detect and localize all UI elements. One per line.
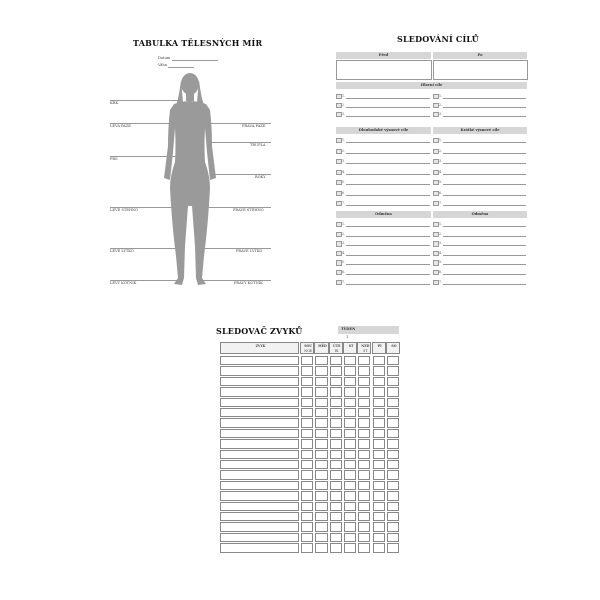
habit-day-cell[interactable] xyxy=(358,439,370,448)
goal-number: 2. xyxy=(439,103,443,107)
habit-day-cell[interactable] xyxy=(373,366,385,375)
habit-day-cell[interactable] xyxy=(387,387,399,396)
habit-day-cell[interactable] xyxy=(344,522,356,531)
habit-day-cell[interactable] xyxy=(387,470,399,479)
reward-number: 7. xyxy=(342,279,346,284)
habit-day-cell[interactable] xyxy=(301,450,313,459)
weight-label: Váha xyxy=(158,63,167,67)
habit-col-label: ZVYK xyxy=(255,344,266,348)
habit-day-cell[interactable] xyxy=(315,377,327,386)
habit-day-cell[interactable] xyxy=(301,533,313,542)
short-term-header: Krátké výsnové cíle xyxy=(433,127,527,134)
habit-day-cell[interactable] xyxy=(373,450,385,459)
habit-day-cell[interactable] xyxy=(373,543,385,552)
reward-line[interactable] xyxy=(346,284,430,285)
habit-day-cell[interactable] xyxy=(344,450,356,459)
habit-day-cell[interactable] xyxy=(301,429,313,438)
habit-day-cell[interactable] xyxy=(387,502,399,511)
habit-name-cell[interactable] xyxy=(220,460,299,469)
goals-title: SLEDOVÁNÍ CÍLŮ xyxy=(397,34,479,44)
habit-day-cell[interactable] xyxy=(315,450,327,459)
habit-day-cell[interactable] xyxy=(344,543,356,552)
habit-name-cell[interactable] xyxy=(220,366,299,375)
habit-day-cell[interactable] xyxy=(373,470,385,479)
habit-day-cell[interactable] xyxy=(387,366,399,375)
label-left-ankle: LEVÝ KOTNÍK xyxy=(110,281,137,285)
habit-day-cell[interactable] xyxy=(330,533,342,542)
goal-line[interactable] xyxy=(346,116,430,117)
habit-day-cell[interactable] xyxy=(387,398,399,407)
habit-day-cell[interactable] xyxy=(387,491,399,500)
habit-name-cell[interactable] xyxy=(220,502,299,511)
habit-day-cell[interactable] xyxy=(358,429,370,438)
habit-day-cell[interactable] xyxy=(301,366,313,375)
habit-day-cell[interactable] xyxy=(344,512,356,521)
habit-day-cell[interactable] xyxy=(373,491,385,500)
habit-day-cell[interactable] xyxy=(358,356,370,365)
label-neck: KRK xyxy=(110,101,119,105)
habit-day-cell[interactable] xyxy=(387,418,399,427)
habit-day-cell[interactable] xyxy=(344,356,356,365)
habit-day-cell[interactable] xyxy=(330,418,342,427)
week-header: TÝDEN xyxy=(338,326,399,334)
goal-number: 3. xyxy=(342,159,346,163)
goal-line[interactable] xyxy=(443,174,526,175)
label-right-thigh: PRAVÉ STEHNO xyxy=(233,208,264,212)
habit-day-cell[interactable] xyxy=(358,398,370,407)
line-left-arm[interactable] xyxy=(110,123,170,124)
habit-day-cell[interactable] xyxy=(373,512,385,521)
habit-day-cell[interactable] xyxy=(315,366,327,375)
habit-name-cell[interactable] xyxy=(220,533,299,542)
habit-day-cell[interactable] xyxy=(330,460,342,469)
reward-line[interactable] xyxy=(443,226,526,227)
habit-name-cell[interactable] xyxy=(220,356,299,365)
date-label: Datum xyxy=(158,56,171,60)
line-chest[interactable] xyxy=(110,156,180,157)
goal-line[interactable] xyxy=(443,184,526,185)
habit-day-cell[interactable] xyxy=(358,543,370,552)
habit-day-cell[interactable] xyxy=(387,481,399,490)
day-header-cell xyxy=(357,342,371,354)
goal-number: 2. xyxy=(439,148,443,153)
goal-line[interactable] xyxy=(443,153,526,154)
reward-line[interactable] xyxy=(443,236,526,237)
goal-number: 7. xyxy=(342,201,346,205)
habit-name-cell[interactable] xyxy=(220,543,299,552)
day-sublabel: RI xyxy=(334,349,339,353)
after-box[interactable] xyxy=(433,60,528,80)
habit-day-cell[interactable] xyxy=(387,533,399,542)
habit-title: SLEDOVAČ ZVYKŮ xyxy=(216,326,303,336)
habit-day-cell[interactable] xyxy=(373,377,385,386)
habit-name-cell[interactable] xyxy=(220,398,299,407)
habit-day-cell[interactable] xyxy=(330,512,342,521)
habit-day-cell[interactable] xyxy=(358,418,370,427)
goal-number: 5. xyxy=(439,180,443,184)
habit-day-cell[interactable] xyxy=(373,356,385,365)
habit-day-cell[interactable] xyxy=(315,460,327,469)
label-hips: BOKY xyxy=(255,175,266,179)
reward-number: 2. xyxy=(342,231,346,236)
habit-day-cell[interactable] xyxy=(315,522,327,531)
habit-day-cell[interactable] xyxy=(315,356,327,365)
habit-name-cell[interactable] xyxy=(220,512,299,521)
reward-number: 4. xyxy=(439,250,443,255)
habit-day-cell[interactable] xyxy=(358,366,370,375)
habit-day-cell[interactable] xyxy=(301,491,313,500)
habit-day-cell[interactable] xyxy=(358,470,370,479)
habit-day-cell[interactable] xyxy=(315,491,327,500)
habit-name-cell[interactable] xyxy=(220,429,299,438)
label-right-ankle: PRAVÝ KOTNÍK xyxy=(234,281,263,285)
habit-day-cell[interactable] xyxy=(387,512,399,521)
goal-number: 3. xyxy=(439,159,443,163)
day-header-cell xyxy=(329,342,343,354)
habit-day-cell[interactable] xyxy=(373,502,385,511)
habit-day-cell[interactable] xyxy=(387,408,399,417)
habit-day-cell[interactable] xyxy=(344,502,356,511)
day-header-cell xyxy=(386,342,400,354)
habit-day-cell[interactable] xyxy=(330,522,342,531)
habit-day-cell[interactable] xyxy=(358,408,370,417)
reward-line[interactable] xyxy=(346,264,430,265)
goal-line[interactable] xyxy=(346,98,430,99)
habit-day-cell[interactable] xyxy=(358,533,370,542)
line-right-ankle[interactable] xyxy=(198,280,271,281)
habit-day-cell[interactable] xyxy=(315,387,327,396)
habit-day-cell[interactable] xyxy=(373,533,385,542)
habit-day-cell[interactable] xyxy=(315,481,327,490)
long-term-header: Dlouhodobé výsnové cíle xyxy=(336,127,431,134)
reward-line[interactable] xyxy=(346,255,430,256)
reward-number: 1. xyxy=(439,222,443,226)
reward-line[interactable] xyxy=(346,236,430,237)
habit-day-cell[interactable] xyxy=(330,481,342,490)
habit-day-cell[interactable] xyxy=(315,439,327,448)
habit-day-cell[interactable] xyxy=(387,439,399,448)
habit-day-cell[interactable] xyxy=(387,429,399,438)
line-left-thigh[interactable] xyxy=(110,207,182,208)
line-neck[interactable] xyxy=(110,100,180,101)
habit-day-cell[interactable] xyxy=(315,512,327,521)
habit-day-cell[interactable] xyxy=(315,418,327,427)
habit-day-cell[interactable] xyxy=(301,543,313,552)
goal-number: 4. xyxy=(439,169,443,174)
habit-day-cell[interactable] xyxy=(315,533,327,542)
goal-line[interactable] xyxy=(443,98,526,99)
habit-day-cell[interactable] xyxy=(373,418,385,427)
habit-day-cell[interactable] xyxy=(301,522,313,531)
line-right-calf[interactable] xyxy=(198,248,271,249)
day-label: ÚTE xyxy=(332,344,341,348)
habit-day-cell[interactable] xyxy=(387,460,399,469)
habit-day-cell[interactable] xyxy=(315,543,327,552)
reward-number: 2. xyxy=(439,231,443,236)
day-label: PI xyxy=(377,344,382,348)
reward-number: 6. xyxy=(439,270,443,274)
habit-day-cell[interactable] xyxy=(301,502,313,511)
habit-day-cell[interactable] xyxy=(330,439,342,448)
habit-name-cell[interactable] xyxy=(220,439,299,448)
habit-day-cell[interactable] xyxy=(301,408,313,417)
before-box[interactable] xyxy=(336,60,432,80)
habit-day-cell[interactable] xyxy=(330,450,342,459)
habit-day-cell[interactable] xyxy=(344,418,356,427)
reward-line[interactable] xyxy=(443,245,526,246)
habit-col-header xyxy=(220,342,299,354)
habit-name-cell[interactable] xyxy=(220,481,299,490)
habit-day-cell[interactable] xyxy=(373,408,385,417)
goal-number: 5. xyxy=(342,180,346,184)
habit-day-cell[interactable] xyxy=(330,408,342,417)
goal-line[interactable] xyxy=(346,107,430,108)
reward-number: 3. xyxy=(342,241,346,246)
habit-name-cell[interactable] xyxy=(220,522,299,531)
habit-day-cell[interactable] xyxy=(358,377,370,386)
after-header: Po xyxy=(433,52,527,59)
habit-day-cell[interactable] xyxy=(301,470,313,479)
habit-day-cell[interactable] xyxy=(387,450,399,459)
reward-number: 1. xyxy=(342,222,346,226)
habit-day-cell[interactable] xyxy=(387,377,399,386)
habit-day-cell[interactable] xyxy=(358,522,370,531)
goal-line[interactable] xyxy=(346,163,430,164)
goal-number: 2. xyxy=(342,148,346,153)
habit-day-cell[interactable] xyxy=(301,439,313,448)
habit-day-cell[interactable] xyxy=(344,387,356,396)
goal-number: 4. xyxy=(342,169,346,174)
habit-day-cell[interactable] xyxy=(373,429,385,438)
reward-number: 6. xyxy=(342,270,346,274)
day-label: SOU xyxy=(304,344,313,348)
goal-line[interactable] xyxy=(346,142,430,143)
habit-day-cell[interactable] xyxy=(315,470,327,479)
main-goals-header: Hlavní cíle xyxy=(336,82,527,89)
goal-line[interactable] xyxy=(346,205,430,206)
habit-day-cell[interactable] xyxy=(344,408,356,417)
habit-day-cell[interactable] xyxy=(301,481,313,490)
label-left-calf: LEVÉ LÝTKO xyxy=(110,249,134,253)
day-header-cell xyxy=(300,342,314,354)
goal-number: 1. xyxy=(342,94,346,98)
goal-number: 3. xyxy=(439,112,443,116)
habit-day-cell[interactable] xyxy=(301,512,313,521)
habit-name-cell[interactable] xyxy=(220,450,299,459)
habit-day-cell[interactable] xyxy=(387,543,399,552)
reward-line[interactable] xyxy=(443,284,526,285)
habit-day-cell[interactable] xyxy=(301,460,313,469)
habit-day-cell[interactable] xyxy=(315,502,327,511)
reward-line[interactable] xyxy=(346,226,430,227)
label-left-arm: LEVÁ PAŽE xyxy=(110,124,131,128)
habit-day-cell[interactable] xyxy=(344,533,356,542)
habit-name-cell[interactable] xyxy=(220,387,299,396)
day-label: ST xyxy=(348,344,354,348)
habit-day-cell[interactable] xyxy=(358,481,370,490)
habit-day-cell[interactable] xyxy=(330,387,342,396)
habit-day-cell[interactable] xyxy=(387,522,399,531)
line-right-arm[interactable] xyxy=(205,123,271,124)
goal-number: 1. xyxy=(342,138,346,142)
habit-day-cell[interactable] xyxy=(358,502,370,511)
reward-right-header: Odměna xyxy=(433,211,527,218)
goal-line[interactable] xyxy=(443,107,526,108)
habit-name-cell[interactable] xyxy=(220,491,299,500)
reward-left-header: Odměna xyxy=(336,211,431,218)
habit-name-cell[interactable] xyxy=(220,377,299,386)
goal-line[interactable] xyxy=(443,116,526,117)
habit-name-cell[interactable] xyxy=(220,470,299,479)
label-right-calf: PRAVÉ LÝTKO xyxy=(236,249,263,253)
goal-number: 3. xyxy=(342,112,346,116)
line-hips[interactable] xyxy=(212,174,271,175)
goal-number: 1. xyxy=(439,138,443,142)
line-waist[interactable] xyxy=(208,142,271,143)
habit-day-cell[interactable] xyxy=(344,398,356,407)
line-right-thigh[interactable] xyxy=(200,207,271,208)
label-chest: PRS xyxy=(110,157,118,161)
habit-day-cell[interactable] xyxy=(330,356,342,365)
date-line[interactable] xyxy=(172,60,218,61)
habit-day-cell[interactable] xyxy=(373,398,385,407)
reward-number: 5. xyxy=(342,260,346,265)
habit-day-cell[interactable] xyxy=(330,543,342,552)
habit-day-cell[interactable] xyxy=(358,450,370,459)
habit-day-cell[interactable] xyxy=(358,491,370,500)
habit-day-cell[interactable] xyxy=(344,366,356,375)
body-chart-title: TABULKA TĚLESNÝCH MÍR xyxy=(133,38,263,48)
day-label: NED xyxy=(361,344,370,348)
habit-day-cell[interactable] xyxy=(344,470,356,479)
goal-number: 1. xyxy=(439,94,443,98)
habit-day-cell[interactable] xyxy=(330,429,342,438)
habit-day-cell[interactable] xyxy=(344,429,356,438)
habit-day-cell[interactable] xyxy=(373,481,385,490)
habit-day-cell[interactable] xyxy=(344,481,356,490)
day-sublabel: ST xyxy=(363,349,368,353)
habit-day-cell[interactable] xyxy=(330,491,342,500)
habit-day-cell[interactable] xyxy=(330,470,342,479)
habit-name-cell[interactable] xyxy=(220,418,299,427)
label-waist: TRUPLA xyxy=(250,143,266,147)
habit-day-cell[interactable] xyxy=(344,377,356,386)
goal-line[interactable] xyxy=(443,195,526,196)
goal-line[interactable] xyxy=(443,142,526,143)
goal-number: 6. xyxy=(342,190,346,195)
habit-day-cell[interactable] xyxy=(330,502,342,511)
habit-name-cell[interactable] xyxy=(220,408,299,417)
habit-day-cell[interactable] xyxy=(387,356,399,365)
day-header-cell xyxy=(372,342,386,354)
habit-day-cell[interactable] xyxy=(344,491,356,500)
habit-day-cell[interactable] xyxy=(315,408,327,417)
label-right-arm: PRAVÁ PAŽE xyxy=(242,124,266,128)
habit-day-cell[interactable] xyxy=(301,377,313,386)
habit-day-cell[interactable] xyxy=(373,387,385,396)
week-number: 1 xyxy=(346,335,349,339)
before-header: Před xyxy=(336,52,431,59)
reward-number: 4. xyxy=(342,250,346,255)
habit-day-cell[interactable] xyxy=(330,366,342,375)
goal-line[interactable] xyxy=(443,163,526,164)
reward-number: 3. xyxy=(439,241,443,246)
habit-day-cell[interactable] xyxy=(301,387,313,396)
label-left-thigh: LEVÉ STEHNO xyxy=(110,208,139,212)
reward-line[interactable] xyxy=(346,245,430,246)
goal-line[interactable] xyxy=(346,184,430,185)
habit-day-cell[interactable] xyxy=(315,429,327,438)
goal-number: 7. xyxy=(439,201,443,205)
habit-day-cell[interactable] xyxy=(373,460,385,469)
reward-line[interactable] xyxy=(443,274,526,275)
day-header-cell xyxy=(314,342,328,354)
goal-line[interactable] xyxy=(346,195,430,196)
goal-number: 6. xyxy=(439,190,443,195)
habit-day-cell[interactable] xyxy=(301,398,313,407)
habit-day-cell[interactable] xyxy=(358,512,370,521)
reward-number: 7. xyxy=(439,279,443,284)
day-sublabel: NOE xyxy=(304,349,313,353)
habit-day-cell[interactable] xyxy=(358,387,370,396)
goal-line[interactable] xyxy=(346,174,430,175)
line-left-calf[interactable] xyxy=(110,248,182,249)
habit-day-cell[interactable] xyxy=(330,377,342,386)
day-header-cell xyxy=(343,342,357,354)
line-left-ankle[interactable] xyxy=(110,280,182,281)
goal-line[interactable] xyxy=(443,205,526,206)
day-label: SO xyxy=(391,344,397,348)
habit-day-cell[interactable] xyxy=(330,398,342,407)
habit-day-cell[interactable] xyxy=(344,460,356,469)
habit-day-cell[interactable] xyxy=(373,439,385,448)
habit-day-cell[interactable] xyxy=(358,460,370,469)
reward-number: 5. xyxy=(439,260,443,265)
reward-line[interactable] xyxy=(346,274,430,275)
goal-line[interactable] xyxy=(346,153,430,154)
habit-day-cell[interactable] xyxy=(301,418,313,427)
goal-number: 2. xyxy=(342,103,346,107)
reward-line[interactable] xyxy=(443,264,526,265)
day-label: MĚD xyxy=(318,344,327,348)
habit-day-cell[interactable] xyxy=(373,522,385,531)
habit-day-cell[interactable] xyxy=(315,398,327,407)
reward-line[interactable] xyxy=(443,255,526,256)
habit-day-cell[interactable] xyxy=(344,439,356,448)
habit-day-cell[interactable] xyxy=(301,356,313,365)
